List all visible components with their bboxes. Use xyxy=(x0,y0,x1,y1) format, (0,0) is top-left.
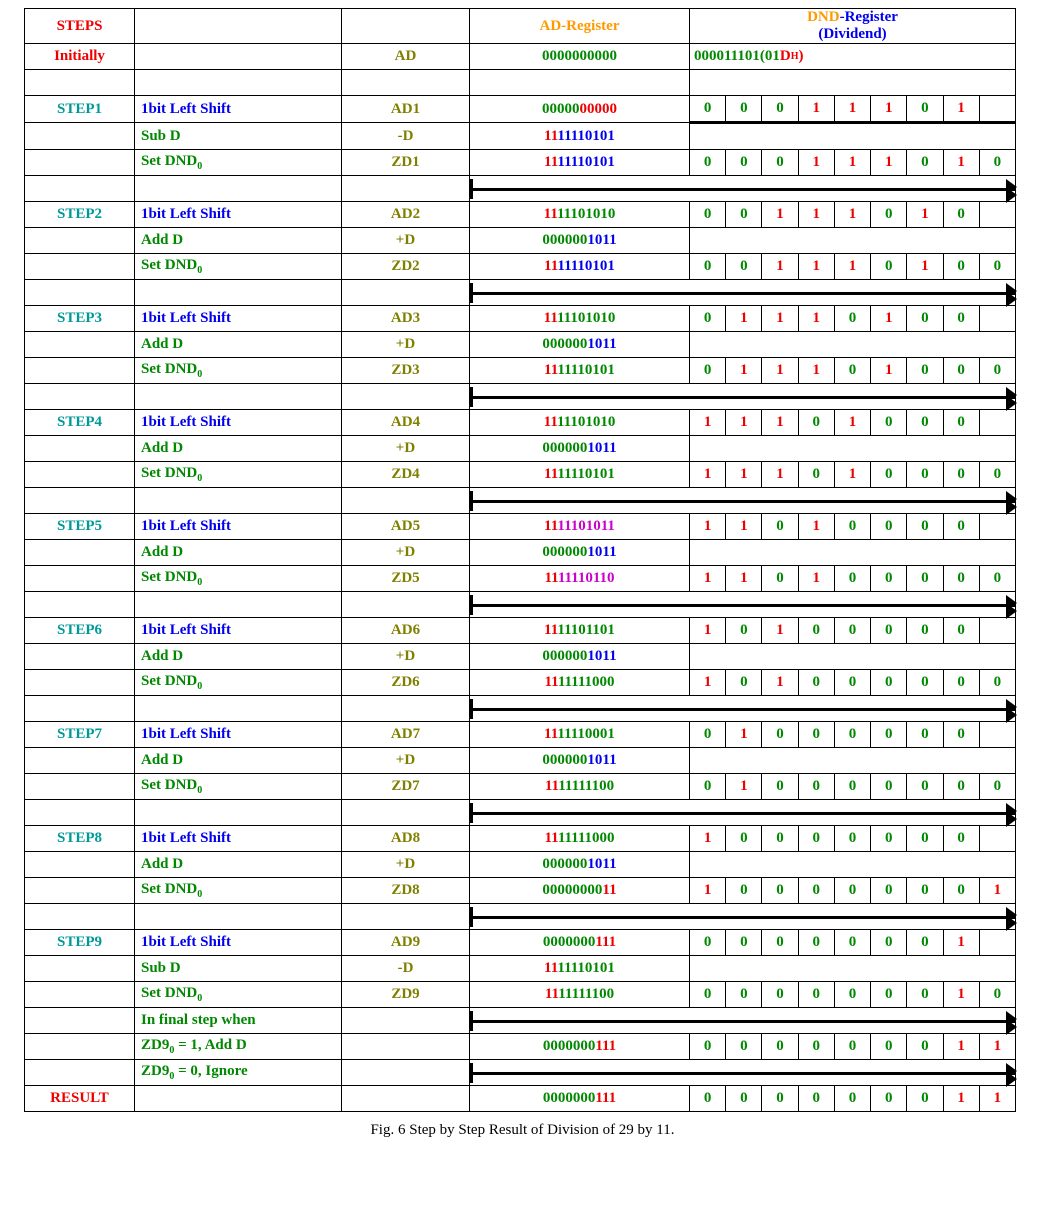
ad-initially: 0000000000 xyxy=(470,44,690,70)
ad-step2-add: 0000001011 xyxy=(470,228,690,254)
dnd-step6-shift xyxy=(690,618,1016,644)
label-step6-blank xyxy=(25,644,135,670)
label-zd9-zero-blank xyxy=(25,1060,135,1086)
dnd-step3-add xyxy=(690,332,1016,358)
row-step9-sub xyxy=(25,956,1016,982)
dnd-step2-add xyxy=(690,228,1016,254)
row-step3-arrow xyxy=(25,384,1016,410)
row-step2-shift xyxy=(25,202,1016,228)
shift-arrow-final xyxy=(470,1008,1016,1034)
bit-row: 0 1 0 0 0 0 0 0 0 xyxy=(690,774,1015,799)
arrow-pad-c xyxy=(342,800,470,826)
label-step7: STEP7 xyxy=(25,722,135,748)
row-step3-shift xyxy=(25,306,1016,332)
reg-step1-shift: AD1 xyxy=(342,96,470,123)
op-step3-set: Set $DND_0$ xyxy=(135,358,342,384)
label-step4-blank xyxy=(25,436,135,462)
op-step8-add: Add D xyxy=(135,852,342,878)
division-steps-table xyxy=(24,8,1016,1112)
arrow-pad-a xyxy=(25,488,135,514)
op-step4-shift: 1bit Left Shift xyxy=(135,410,342,436)
row-step8-arrow xyxy=(25,904,1016,930)
reg-step4-add: +D xyxy=(342,436,470,462)
label-step1-blank2 xyxy=(25,150,135,176)
arrow-pad-c xyxy=(342,176,470,202)
dnd-step8-add xyxy=(690,852,1016,878)
dnd-step2-set xyxy=(690,254,1016,280)
shift-arrow xyxy=(470,696,1016,722)
bit-row: 0 0 1 1 1 0 1 0 0 xyxy=(690,254,1015,279)
shift-arrow xyxy=(470,488,1016,514)
label-step3-blank2 xyxy=(25,358,135,384)
dnd-step9-set xyxy=(690,982,1016,1008)
header-ad-register: AD-Register xyxy=(470,9,690,44)
label-step8: STEP8 xyxy=(25,826,135,852)
op-step1-shift: 1bit Left Shift xyxy=(135,96,342,123)
arrow-pad-b xyxy=(135,696,342,722)
ad-step7-set: 1111111100 xyxy=(470,774,690,800)
op-final-note: In final step when xyxy=(135,1008,342,1034)
arrow-pad-a xyxy=(25,384,135,410)
ad-step4-set: 1111110101 xyxy=(470,462,690,488)
row-step7-shift xyxy=(25,722,1016,748)
row-step5-add xyxy=(25,540,1016,566)
arrow-pad-b xyxy=(135,280,342,306)
arrow-pad-c xyxy=(342,904,470,930)
dnd-initially: 000011101(01 D H ) xyxy=(690,44,1016,70)
row-step5-shift xyxy=(25,514,1016,540)
shift-arrow xyxy=(470,800,1016,826)
arrow-pad-c xyxy=(342,280,470,306)
reg-step8-shift: AD8 xyxy=(342,826,470,852)
shift-arrow xyxy=(470,592,1016,618)
bit-row: 1 0 0 0 0 0 0 0 xyxy=(690,826,1015,851)
row-step2-add xyxy=(25,228,1016,254)
dnd-step2-shift xyxy=(690,202,1016,228)
op-zd9-ignore: $ZD9_0 = 0$, Ignore xyxy=(135,1060,342,1086)
row-step6-set xyxy=(25,670,1016,696)
row-step4-set xyxy=(25,462,1016,488)
op-step7-shift: 1bit Left Shift xyxy=(135,722,342,748)
header-steps: STEPS xyxy=(25,9,135,44)
reg-step7-set: ZD7 xyxy=(342,774,470,800)
op-zd9-add: $ZD9_0 = 1$, Add D xyxy=(135,1034,342,1060)
reg-step3-set: ZD3 xyxy=(342,358,470,384)
bit-row: 1 1 0 1 0 0 0 0 0 xyxy=(690,566,1015,591)
dnd-result xyxy=(690,1086,1016,1112)
op-step5-set: Set $DND_0$ xyxy=(135,566,342,592)
bit-row: 0 0 0 0 0 0 0 1 1 xyxy=(690,1086,1015,1111)
row-step5-set xyxy=(25,566,1016,592)
row-step4-arrow xyxy=(25,488,1016,514)
row-result xyxy=(25,1086,1016,1112)
reg-step9-shift: AD9 xyxy=(342,930,470,956)
reg-step5-set: ZD5 xyxy=(342,566,470,592)
row-spacer-0 xyxy=(25,70,1016,96)
row-step1-sub xyxy=(25,123,1016,150)
dnd-step5-shift xyxy=(690,514,1016,540)
bit-row: 0 1 0 0 0 0 0 0 xyxy=(690,722,1015,747)
arrow-pad-b xyxy=(135,904,342,930)
row-step4-shift xyxy=(25,410,1016,436)
label-step8-blank xyxy=(25,852,135,878)
shift-arrow-last xyxy=(470,1060,1016,1086)
label-step5: STEP5 xyxy=(25,514,135,540)
bit-row: 0 0 1 1 1 0 1 0 xyxy=(690,202,1015,227)
ad-step7-shift: 1111110001 xyxy=(470,722,690,748)
ad-step5-set: 1111110110 xyxy=(470,566,690,592)
ad-step2-set: 1111110101 xyxy=(470,254,690,280)
op-step4-add: Add D xyxy=(135,436,342,462)
bit-row: 0 0 0 1 1 1 0 1 xyxy=(690,96,1015,121)
row-step1-set xyxy=(25,150,1016,176)
label-initially: Initially xyxy=(25,44,135,70)
reg-step6-add: +D xyxy=(342,644,470,670)
reg-final-blank xyxy=(342,1008,470,1034)
op-step6-shift: 1bit Left Shift xyxy=(135,618,342,644)
row-step8-set xyxy=(25,878,1016,904)
row-step8-add xyxy=(25,852,1016,878)
reg-step8-set: ZD8 xyxy=(342,878,470,904)
reg-step5-shift: AD5 xyxy=(342,514,470,540)
label-step4-blank2 xyxy=(25,462,135,488)
dnd-step7-set xyxy=(690,774,1016,800)
arrow-pad-c xyxy=(342,592,470,618)
reg-step2-set: ZD2 xyxy=(342,254,470,280)
reg-step2-shift: AD2 xyxy=(342,202,470,228)
row-step1-shift xyxy=(25,96,1016,123)
arrow-pad-a xyxy=(25,280,135,306)
reg-step3-add: +D xyxy=(342,332,470,358)
arrow-pad-b xyxy=(135,800,342,826)
reg-step9-set: ZD9 xyxy=(342,982,470,1008)
dnd-step9-sub xyxy=(690,956,1016,982)
ad-step5-shift: 1111101011 xyxy=(470,514,690,540)
row-step5-arrow xyxy=(25,592,1016,618)
dnd-step3-set xyxy=(690,358,1016,384)
reg-result-blank xyxy=(342,1086,470,1112)
arrow-pad-c xyxy=(342,488,470,514)
row-zd9-one xyxy=(25,1034,1016,1060)
dnd-step1-shift xyxy=(690,96,1016,123)
figure-caption: Fig. 6 Step by Step Result of Division of 29 by 11. xyxy=(370,1122,675,1138)
label-step6-blank2 xyxy=(25,670,135,696)
arrow-pad-b xyxy=(135,384,342,410)
op-step9-shift: 1bit Left Shift xyxy=(135,930,342,956)
dnd-step5-add xyxy=(690,540,1016,566)
dnd-step4-set xyxy=(690,462,1016,488)
row-initially xyxy=(25,44,1016,70)
arrow-pad-a xyxy=(25,592,135,618)
dnd-step6-add xyxy=(690,644,1016,670)
op-step9-set: Set $DND_0$ xyxy=(135,982,342,1008)
label-step1: STEP1 xyxy=(25,96,135,123)
op-step8-shift: 1bit Left Shift xyxy=(135,826,342,852)
shift-arrow xyxy=(470,384,1016,410)
spacer-cell-a xyxy=(25,70,135,96)
reg-initially: AD xyxy=(342,44,470,70)
op-initially xyxy=(135,44,342,70)
label-final-blank xyxy=(25,1008,135,1034)
bit-row: 0 0 0 0 0 0 0 1 1 xyxy=(690,1034,1015,1059)
arrow-pad-a xyxy=(25,904,135,930)
op-step2-set: Set $DND_0$ xyxy=(135,254,342,280)
reg-step9-sub: -D xyxy=(342,956,470,982)
op-step7-add: Add D xyxy=(135,748,342,774)
op-step8-set: Set $DND_0$ xyxy=(135,878,342,904)
header-operation xyxy=(135,9,342,44)
shift-arrow xyxy=(470,280,1016,306)
dnd-step9-shift xyxy=(690,930,1016,956)
row-step9-shift xyxy=(25,930,1016,956)
row-final-note xyxy=(25,1008,1016,1034)
ad-step4-shift: 1111101010 xyxy=(470,410,690,436)
ad-step5-add: 0000001011 xyxy=(470,540,690,566)
row-step7-add xyxy=(25,748,1016,774)
bit-row: 0 1 1 1 0 1 0 0 0 xyxy=(690,358,1015,383)
reg-step7-shift: AD7 xyxy=(342,722,470,748)
reg-zd9-blank xyxy=(342,1034,470,1060)
dnd-step5-set xyxy=(690,566,1016,592)
row-step1-arrow xyxy=(25,176,1016,202)
ad-step1-set: 1111110101 xyxy=(470,150,690,176)
dnd-step3-shift xyxy=(690,306,1016,332)
op-step5-add: Add D xyxy=(135,540,342,566)
label-step1-blank xyxy=(25,123,135,150)
op-step5-shift: 1bit Left Shift xyxy=(135,514,342,540)
op-step6-set: Set $DND_0$ xyxy=(135,670,342,696)
bit-row: 1 0 1 0 0 0 0 0 xyxy=(690,618,1015,643)
bit-row: 1 0 0 0 0 0 0 0 1 xyxy=(690,878,1015,903)
row-step2-arrow xyxy=(25,280,1016,306)
ad-step8-add: 0000001011 xyxy=(470,852,690,878)
bit-row: 0 0 0 0 0 0 0 1 0 xyxy=(690,982,1015,1007)
reg-step3-shift: AD3 xyxy=(342,306,470,332)
label-zd9-blank xyxy=(25,1034,135,1060)
op-step2-shift: 1bit Left Shift xyxy=(135,202,342,228)
dnd-step7-add xyxy=(690,748,1016,774)
spacer-cell-e xyxy=(690,70,1016,96)
op-step3-add: Add D xyxy=(135,332,342,358)
label-step5-blank xyxy=(25,540,135,566)
row-step6-add xyxy=(25,644,1016,670)
op-step7-set: Set $DND_0$ xyxy=(135,774,342,800)
label-step5-blank2 xyxy=(25,566,135,592)
ad-step1-shift: 0000000000 xyxy=(470,96,690,123)
reg-step1-set: ZD1 xyxy=(342,150,470,176)
label-step3: STEP3 xyxy=(25,306,135,332)
ad-step9-sub: 1111110101 xyxy=(470,956,690,982)
ad-result: 0000000111 xyxy=(470,1086,690,1112)
bit-row: 1 1 0 1 0 0 0 0 xyxy=(690,514,1015,539)
ad-step3-shift: 1111101010 xyxy=(470,306,690,332)
op-step1-sub: Sub D xyxy=(135,123,342,150)
op-step3-shift: 1bit Left Shift xyxy=(135,306,342,332)
op-step2-add: Add D xyxy=(135,228,342,254)
label-step8-blank2 xyxy=(25,878,135,904)
row-step4-add xyxy=(25,436,1016,462)
arrow-pad-b xyxy=(135,176,342,202)
arrow-pad-b xyxy=(135,488,342,514)
label-step2: STEP2 xyxy=(25,202,135,228)
ad-step6-shift: 1111101101 xyxy=(470,618,690,644)
row-step9-set xyxy=(25,982,1016,1008)
row-step3-set xyxy=(25,358,1016,384)
label-step9-blank xyxy=(25,956,135,982)
dnd-step4-shift xyxy=(690,410,1016,436)
arrow-pad-b xyxy=(135,592,342,618)
spacer-cell-d xyxy=(470,70,690,96)
shift-arrow xyxy=(470,176,1016,202)
label-step3-blank xyxy=(25,332,135,358)
row-step7-set xyxy=(25,774,1016,800)
label-step7-blank2 xyxy=(25,774,135,800)
reg-step6-set: ZD6 xyxy=(342,670,470,696)
op-result-blank xyxy=(135,1086,342,1112)
label-step9-blank2 xyxy=(25,982,135,1008)
dnd-step7-shift xyxy=(690,722,1016,748)
reg-step8-add: +D xyxy=(342,852,470,878)
reg-step6-shift: AD6 xyxy=(342,618,470,644)
arrow-pad-a xyxy=(25,800,135,826)
bit-row: 1 1 1 0 1 0 0 0 0 xyxy=(690,462,1015,487)
ad-step8-set: 0000000011 xyxy=(470,878,690,904)
row-step3-add xyxy=(25,332,1016,358)
arrow-pad-a xyxy=(25,176,135,202)
label-result: RESULT xyxy=(25,1086,135,1112)
reg-step2-add: +D xyxy=(342,228,470,254)
dnd-step4-add xyxy=(690,436,1016,462)
label-step9: STEP9 xyxy=(25,930,135,956)
op-step1-set: Set $DND_0$ xyxy=(135,150,342,176)
reg-step4-set: ZD4 xyxy=(342,462,470,488)
ad-step3-add: 0000001011 xyxy=(470,332,690,358)
op-step6-add: Add D xyxy=(135,644,342,670)
arrow-pad-c xyxy=(342,696,470,722)
ad-step6-add: 0000001011 xyxy=(470,644,690,670)
bit-row: 1 1 1 0 1 0 0 0 xyxy=(690,410,1015,435)
label-step4: STEP4 xyxy=(25,410,135,436)
reg-zd9-zero-blank xyxy=(342,1060,470,1086)
table-header-row xyxy=(25,9,1016,44)
spacer-cell-c xyxy=(342,70,470,96)
ad-step3-set: 1111110101 xyxy=(470,358,690,384)
bit-row: 0 1 1 1 0 1 0 0 xyxy=(690,306,1015,331)
reg-step4-shift: AD4 xyxy=(342,410,470,436)
dnd-final xyxy=(690,1034,1016,1060)
header-register xyxy=(342,9,470,44)
spacer-cell-b xyxy=(135,70,342,96)
dnd-step8-set xyxy=(690,878,1016,904)
dnd-step6-set xyxy=(690,670,1016,696)
ad-step9-shift: 0000000111 xyxy=(470,930,690,956)
bit-row: 0 0 0 1 1 1 0 1 0 xyxy=(690,150,1015,175)
ad-step2-shift: 1111101010 xyxy=(470,202,690,228)
row-step8-shift xyxy=(25,826,1016,852)
op-step9-sub: Sub D xyxy=(135,956,342,982)
row-zd9-zero xyxy=(25,1060,1016,1086)
ad-step9-set: 1111111100 xyxy=(470,982,690,1008)
arrow-pad-a xyxy=(25,696,135,722)
label-step2-blank xyxy=(25,228,135,254)
shift-arrow xyxy=(470,904,1016,930)
op-step4-set: Set $DND_0$ xyxy=(135,462,342,488)
reg-step1-sub: -D xyxy=(342,123,470,150)
row-step2-set xyxy=(25,254,1016,280)
bit-row: 1 0 1 0 0 0 0 0 0 xyxy=(690,670,1015,695)
label-step7-blank xyxy=(25,748,135,774)
ad-step6-set: 1111111000 xyxy=(470,670,690,696)
reg-step7-add: +D xyxy=(342,748,470,774)
reg-step5-add: +D xyxy=(342,540,470,566)
dnd-step8-shift xyxy=(690,826,1016,852)
header-dnd-register: DND-Register (Dividend) xyxy=(690,9,1016,44)
dnd-step1-set xyxy=(690,150,1016,176)
label-step6: STEP6 xyxy=(25,618,135,644)
arrow-pad-c xyxy=(342,384,470,410)
ad-step1-sub: 1111110101 xyxy=(470,123,690,150)
bit-row: 0 0 0 0 0 0 0 1 xyxy=(690,930,1015,955)
ad-step8-shift: 1111111000 xyxy=(470,826,690,852)
row-step6-shift xyxy=(25,618,1016,644)
row-step7-arrow xyxy=(25,800,1016,826)
row-step6-arrow xyxy=(25,696,1016,722)
ad-step7-add: 0000001011 xyxy=(470,748,690,774)
dnd-step1-sub xyxy=(690,123,1016,150)
label-step2-blank2 xyxy=(25,254,135,280)
ad-step4-add: 0000001011 xyxy=(470,436,690,462)
ad-final: 0000000111 xyxy=(470,1034,690,1060)
